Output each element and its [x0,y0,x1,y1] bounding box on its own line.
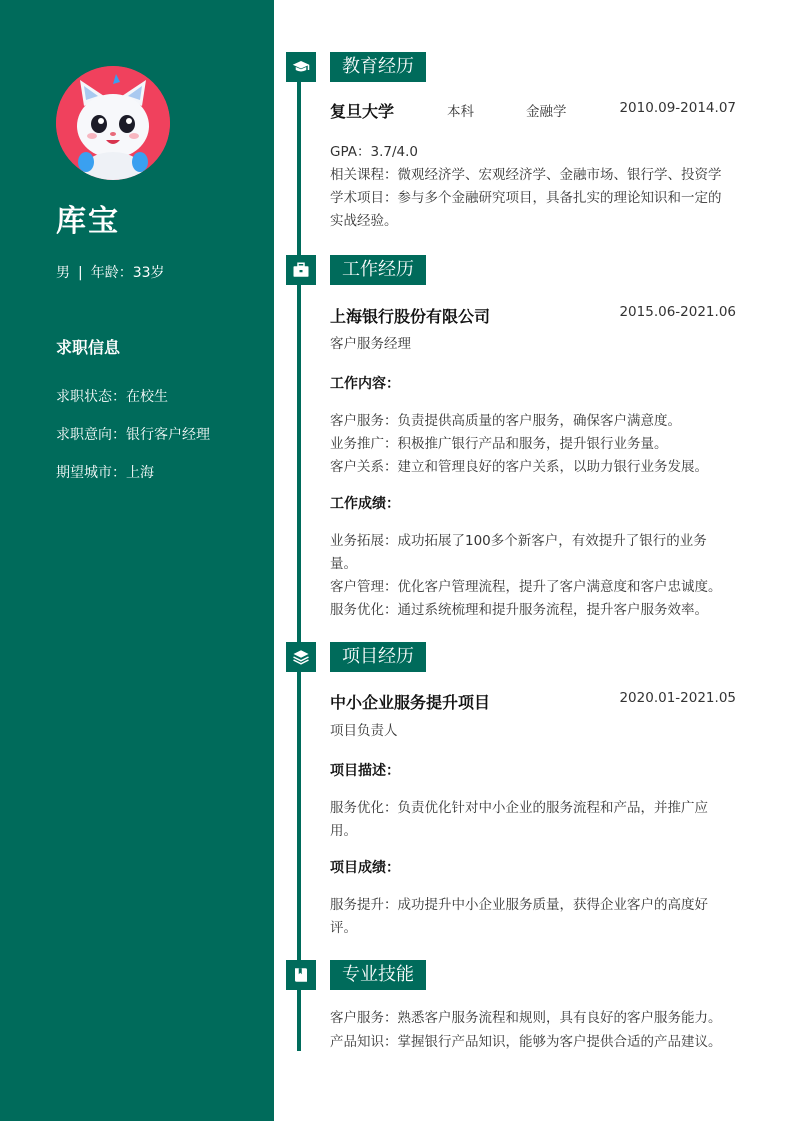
separator: | [78,265,83,281]
job-info-title: 求职信息 [56,338,121,357]
cat-mascot-icon [56,66,170,180]
profile-gender: 男 [56,265,70,281]
education-period: 2010.09-2014.07 [619,100,736,116]
work-section-title: 工作经历 [330,255,426,285]
work-content-item: 客户服务：负责提供高质量的客户服务，确保客户满意度。 [330,413,681,429]
work-result-item: 业务拓展：成功拓展了100多个新客户，有效提升了银行的业务 [330,533,707,549]
skill-item: 客户服务：熟悉客户服务流程和规则，具有良好的客户服务能力。 [330,1010,722,1026]
skills-section-title: 专业技能 [330,960,426,990]
project-role: 项目负责人 [330,723,398,739]
work-content-item: 客户关系：建立和管理良好的客户关系，以助力银行业务发展。 [330,459,708,475]
project-result-line: 服务提升：成功提升中小企业服务质量，获得企业客户的高度好 [330,897,708,913]
work-result-item: 量。 [330,556,357,572]
education-major: 金融学 [526,104,567,120]
project-desc-line: 服务优化：负责优化针对中小企业的服务流程和产品，并推广应 [330,800,708,816]
project-result-line: 评。 [330,920,357,936]
work-company: 上海银行股份有限公司 [330,307,491,326]
book-icon [286,960,316,990]
work-position: 客户服务经理 [330,336,411,352]
skill-item: 产品知识：掌握银行产品知识，能够为客户提供合适的产品建议。 [330,1034,722,1050]
education-projects-line2: 实战经验。 [330,213,398,229]
job-status: 求职状态：在校生 [56,389,168,405]
briefcase-icon [286,255,316,285]
project-name: 中小企业服务提升项目 [330,693,491,712]
education-school: 复旦大学 [330,102,395,121]
job-city: 期望城市：上海 [56,465,154,481]
work-result-item: 服务优化：通过系统梳理和提升服务流程，提升客户服务效率。 [330,602,708,618]
education-projects-line1: 学术项目：参与多个金融研究项目，具备扎实的理论知识和一定的 [330,190,722,206]
work-result-item: 客户管理：优化客户管理流程，提升了客户满意度和客户忠诚度。 [330,579,722,595]
sidebar [0,0,274,1121]
layers-icon [286,642,316,672]
work-content-title: 工作内容： [330,376,400,392]
project-results-title: 项目成绩： [330,860,400,876]
project-desc-line: 用。 [330,823,357,839]
project-period: 2020.01-2021.05 [619,690,736,706]
work-content-item: 业务推广：积极推广银行产品和服务，提升银行业务量。 [330,436,668,452]
education-gpa: GPA：3.7/4.0 [330,144,418,160]
avatar [56,66,170,180]
graduation-cap-icon [286,52,316,82]
project-desc-title: 项目描述： [330,763,400,779]
profile-age: 年龄：33岁 [90,265,165,281]
profile-basic-info [56,262,165,282]
job-intention: 求职意向：银行客户经理 [56,427,210,443]
timeline-line [297,66,301,1051]
project-section-title: 项目经历 [330,642,426,672]
education-section-title: 教育经历 [330,52,426,82]
education-degree: 本科 [447,104,474,120]
education-courses: 相关课程：微观经济学、宏观经济学、金融市场、银行学、投资学 [330,167,722,183]
work-period: 2015.06-2021.06 [619,304,736,320]
work-results-title: 工作成绩： [330,496,400,512]
profile-name: 库宝 [56,204,120,239]
